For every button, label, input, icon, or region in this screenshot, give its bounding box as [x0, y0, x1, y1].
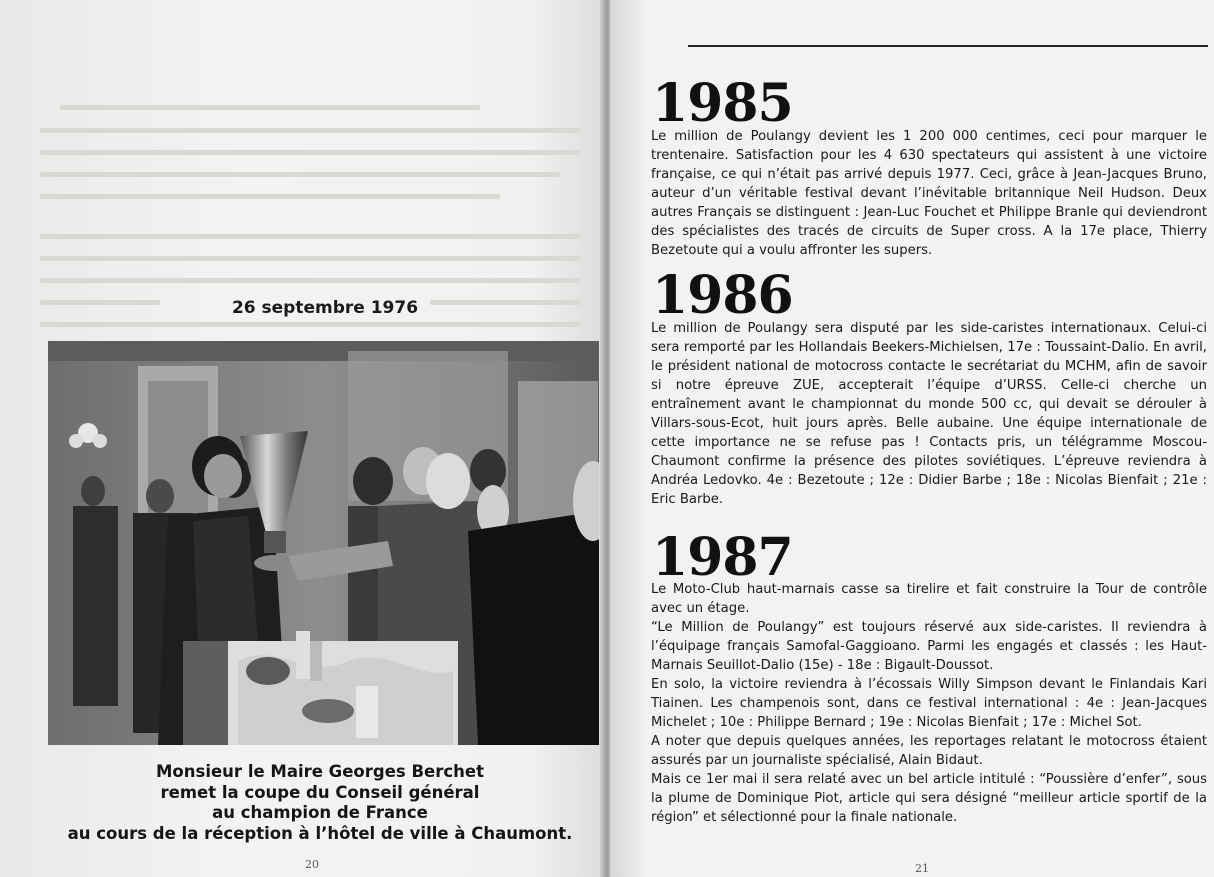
- bleed-through-line: [40, 300, 160, 305]
- paragraph: Le million de Poulangy sera disputé par les side-caristes internationaux. Celui-ci sera remporté par les Hollandais Beekers-Michielsen, 17e : Toussaint-Dalio. En avril, le président national de motocross contacte le secrétariat du MCHM, afin de savoir si notre épreuve ZUE, accepterait l’équipe d’URSS. Celle-ci cherche un entraînement avant le championnat du monde 500 cc, qui devait se dérouler à Villars-sous-Ecot, huit jours après. Belle aubaine. Une équipe internationale de cette importance ne se refuse pas ! Contacts pris, un télégramme Moscou-Chaumont confirme la présence des pilotes soviétiques. L’épreuve reviendra à Andréa Ledovko. 4e : Bezetoute ; 12e : Didier Barbe ; 18e : Nicolas Bienfait ; 21e : Eric Barbe.: [651, 321, 1207, 507]
- paragraph: Le million de Poulangy devient les 1 200 000 centimes, ceci pour marquer le trentenaire. Satisfaction pour les 4 630 spectateurs qui assistent à une victoire française, ce qui n’était pas arrivé depuis 1977. Ceci, grâce à Jean-Jacques Bruno, auteur d’un véritable festival devant l’inévitable britannique Neil Hudson. Deux autres Français se distinguent : Jean-Luc Fouchet et Philippe Branle qui deviendront des spécialistes des tracés de circuits de Super cross. A la 17e place, Thierry Bezetoute qui a voulu affronter les supers.: [651, 129, 1207, 258]
- caption-line: au champion de France: [212, 803, 428, 822]
- section-text-1986: [651, 319, 1207, 509]
- bleed-through-line: [40, 172, 560, 177]
- paragraph: “Le Million de Poulangy” est toujours réservé aux side-caristes. Il reviendra à l’équipage français Samofal-Gaggioano. Parmi les engagés et classés : les Haut-Marnais Seuillot-Dalio (15e) - 18e : Bigault-Doussot.: [651, 620, 1207, 673]
- bleed-through-line: [40, 322, 580, 327]
- bleed-through-line: [40, 256, 580, 261]
- bleed-through-line: [40, 234, 580, 239]
- section-text-1985: [651, 127, 1207, 260]
- date-heading: 26 septembre 1976: [231, 298, 419, 318]
- top-rule: [688, 45, 1208, 47]
- paragraph: A noter que depuis quelques années, les reportages relatant le motocross étaient assurés par un journaliste spécialisé, Alain Bidaut.: [651, 734, 1207, 768]
- paragraph: En solo, la victoire reviendra à l’écossais Willy Simpson devant le Finlandais Kari Tiainen. Les champenois sont, dans ce festival international : 4e : Jean-Jacques Michelet ; 10e : Philippe Bernard ; 19e : Nicolas Bienfait ; 17e : Michel Sot.: [651, 677, 1207, 730]
- paragraph: Le Moto-Club haut-marnais casse sa tirelire et fait construire la Tour de contrôle avec un étage.: [651, 582, 1207, 616]
- bleed-through-line: [40, 278, 580, 283]
- bleed-through-line: [60, 105, 480, 110]
- caption-line: Monsieur le Maire Georges Berchet: [156, 762, 484, 781]
- bleed-through-line: [40, 128, 580, 133]
- paragraph: Mais ce 1er mai il sera relaté avec un bel article intitulé : “Poussière d’enfer”, sous la plume de Dominique Piot, article qui sera désigné “meilleur article sportif de la région” et sélectionné pour la finale nationale.: [651, 772, 1207, 825]
- page-number: 20: [305, 858, 319, 871]
- section-text-1987: [651, 580, 1207, 827]
- bleed-through-line: [40, 150, 580, 155]
- bleed-through-line: [40, 194, 500, 199]
- trophy-ceremony-photo: [48, 341, 599, 745]
- caption-line: au cours de la réception à l’hôtel de ville à Chaumont.: [67, 823, 573, 843]
- photo-illustration: [48, 341, 599, 745]
- caption-line: remet la coupe du Conseil général: [160, 782, 480, 802]
- left-page: [0, 0, 604, 877]
- photo-caption: [40, 762, 600, 844]
- page-number: 21: [915, 862, 929, 875]
- year-heading-1987: 1987: [652, 527, 793, 588]
- year-heading-1986: 1986: [652, 265, 793, 326]
- year-heading-1985: 1985: [652, 73, 793, 134]
